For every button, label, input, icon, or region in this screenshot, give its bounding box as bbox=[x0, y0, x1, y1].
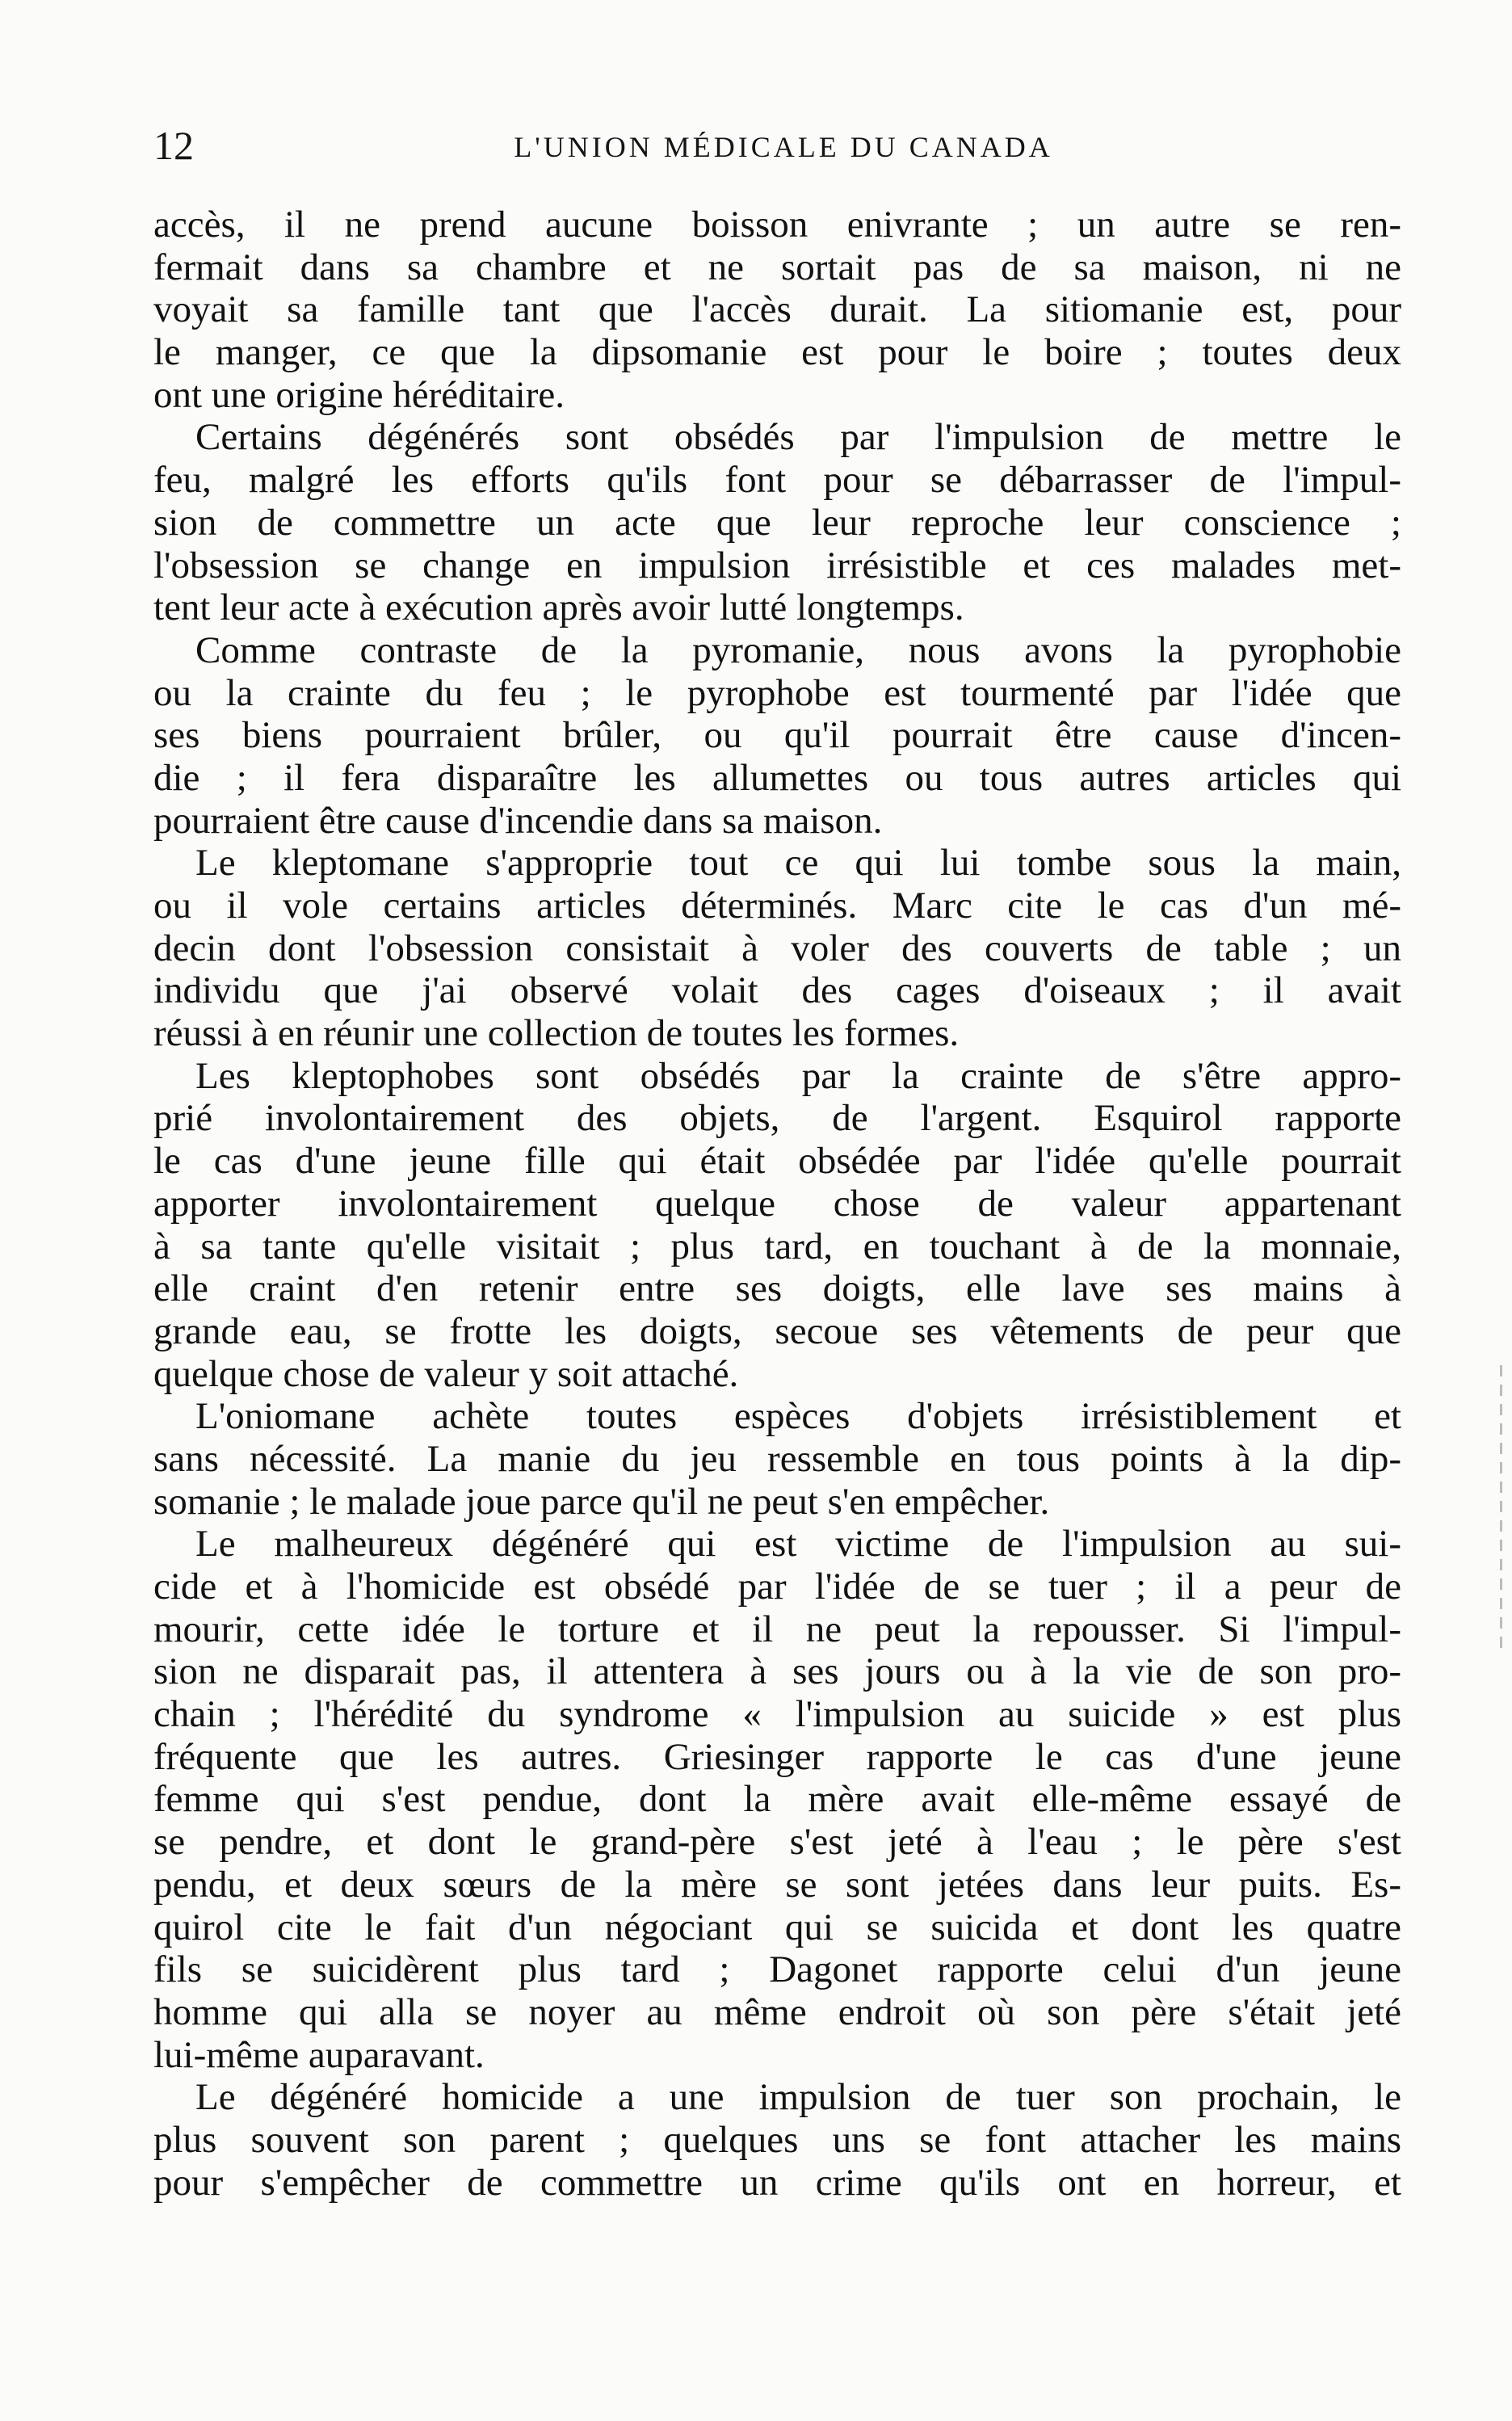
text-line: voyait sa famille tant que l'accès durait. La sitiomanie est, pour bbox=[153, 288, 1401, 331]
text-line: l'obsession se change en impulsion irrésistible et ces malades met- bbox=[153, 544, 1401, 586]
text-line: tent leur acte à exécution après avoir lutté longtemps. bbox=[153, 586, 964, 629]
text-line: homme qui alla se noyer au même endroit où son père s'était jeté bbox=[153, 1990, 1401, 2033]
text-line: apporter involontairement quelque chose de valeur appartenant bbox=[153, 1182, 1401, 1225]
text-line: quirol cite le fait d'un négociant qui se suicida et dont les quatre bbox=[153, 1906, 1401, 1948]
text-line: sion de commettre un acte que leur reproche leur conscience ; bbox=[153, 501, 1401, 544]
text-line: pendu, et deux sœurs de la mère se sont jetées dans leur puits. Es- bbox=[153, 1863, 1401, 1906]
text-line: ou il vole certains articles déterminés. Marc cite le cas d'un mé- bbox=[153, 885, 1401, 927]
text-line: grande eau, se frotte les doigts, secoue ses vêtements de peur que bbox=[153, 1309, 1401, 1352]
scan-edge-mark bbox=[1500, 1365, 1502, 1656]
page-header bbox=[153, 121, 1401, 170]
text-line: individu que j'ai observé volait des cages d'oiseaux ; il avait bbox=[153, 969, 1401, 1012]
text-line: se pendre, et dont le grand-père s'est jeté à l'eau ; le père s'est bbox=[153, 1821, 1401, 1864]
text-line: cide et à l'homicide est obsédé par l'idée de se tuer ; il a peur de bbox=[153, 1566, 1401, 1608]
text-line: ou la crainte du feu ; le pyrophobe est tourmenté par l'idée que bbox=[153, 671, 1401, 714]
text-line: fermait dans sa chambre et ne sortait pas de sa maison, ni ne bbox=[153, 246, 1401, 288]
text-line: chain ; l'hérédité du syndrome « l'impulsion au suicide » est plus bbox=[153, 1693, 1401, 1736]
text-line: L'oniomane achète toutes espèces d'objets irrésistiblement et bbox=[195, 1395, 1401, 1438]
page-number: 12 bbox=[153, 123, 194, 168]
text-line: sans nécessité. La manie du jeu ressemble en tous points à la dip- bbox=[153, 1437, 1401, 1480]
text-line: mourir, cette idée le torture et il ne peut la repousser. Si l'impul- bbox=[153, 1608, 1401, 1650]
text-line: sion ne disparait pas, il attentera à ses jours ou à la vie de son pro- bbox=[153, 1650, 1401, 1693]
text-line: le manger, ce que la dipsomanie est pour le boire ; toutes deux bbox=[153, 331, 1401, 374]
text-line: Certains dégénérés sont obsédés par l'impulsion de mettre le bbox=[195, 416, 1401, 459]
text-line: Le malheureux dégénéré qui est victime de l'impulsion au sui- bbox=[195, 1523, 1401, 1566]
text-line: elle craint d'en retenir entre ses doigts, elle lave ses mains à bbox=[153, 1267, 1401, 1310]
text-line: pour s'empêcher de commettre un crime qu'ils ont en horreur, et bbox=[153, 2161, 1401, 2204]
running-head: L'UNION MÉDICALE DU CANADA bbox=[514, 131, 1053, 163]
text-line: feu, malgré les efforts qu'ils font pour se débarrasser de l'impul- bbox=[153, 459, 1401, 502]
text-line: pourraient être cause d'incendie dans sa maison. bbox=[153, 799, 883, 842]
text-line: Le dégénéré homicide a une impulsion de tuer son prochain, le bbox=[195, 2076, 1401, 2119]
text-line: prié involontairement des objets, de l'argent. Esquirol rapporte bbox=[153, 1097, 1401, 1140]
text-line: lui-même auparavant. bbox=[153, 2033, 485, 2076]
text-line: ses biens pourraient brûler, ou qu'il pourrait être cause d'incen- bbox=[153, 714, 1401, 757]
text-line: Les kleptophobes sont obsédés par la crainte de s'être appro- bbox=[195, 1054, 1401, 1097]
text-line: accès, il ne prend aucune boisson enivrante ; un autre se ren- bbox=[153, 204, 1401, 246]
text-line: ont une origine héréditaire. bbox=[153, 373, 565, 416]
text-line: réussi à en réunir une collection de toutes les formes. bbox=[153, 1012, 960, 1055]
text-line: quelque chose de valeur y soit attaché. bbox=[153, 1352, 739, 1395]
text-line: somanie ; le malade joue parce qu'il ne peut s'en empêcher. bbox=[153, 1480, 1050, 1523]
text-line: fréquente que les autres. Griesinger rapporte le cas d'une jeune bbox=[153, 1735, 1401, 1778]
text-line: Le kleptomane s'approprie tout ce qui lui tombe sous la main, bbox=[195, 842, 1401, 885]
text-line: plus souvent son parent ; quelques uns se font attacher les mains bbox=[153, 2118, 1401, 2161]
text-line: die ; il fera disparaître les allumettes ou tous autres articles qui bbox=[153, 756, 1401, 799]
text-line: à sa tante qu'elle visitait ; plus tard, en touchant à de la monnaie, bbox=[153, 1225, 1401, 1267]
text-line: le cas d'une jeune fille qui était obsédée par l'idée qu'elle pourrait bbox=[153, 1140, 1401, 1183]
body-text bbox=[153, 204, 1401, 2204]
text-line: fils se suicidèrent plus tard ; Dagonet rapporte celui d'un jeune bbox=[153, 1948, 1401, 1991]
text-line: Comme contraste de la pyromanie, nous avons la pyrophobie bbox=[195, 628, 1401, 671]
text-line: femme qui s'est pendue, dont la mère avait elle-même essayé de bbox=[153, 1778, 1401, 1821]
text-line: decin dont l'obsession consistait à voler des couverts de table ; un bbox=[153, 927, 1401, 969]
